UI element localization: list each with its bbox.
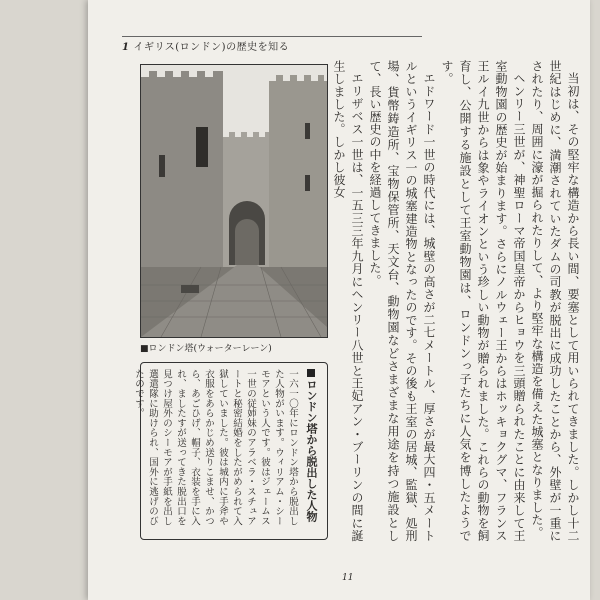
square-bullet-icon [307, 369, 315, 377]
main-text [332, 60, 582, 542]
column-title [303, 369, 319, 533]
tower-photo-image [141, 65, 327, 337]
column-title-text: ロンドン塔から脱出した人物 [305, 379, 318, 522]
paragraph: 当初は、その堅牢な構造から長い間、要塞として用いられてきました。しかし十二世紀はじめに、満潮されていたダムの司教が脱出に成功したことから、外壁が一重にされたり、周囲に濠が掘られたりして、より堅牢な構造を備えた城塞となりました。 [530, 60, 580, 542]
page-number: 11 [342, 573, 354, 583]
paragraph: ヘンリー三世が、神聖ローマ帝国皇帝からヒョウを三頭贈られたことに由来して王室動物園の歴史が始まります。さらにノルウェー王からはホッキョクグマ、フランス王ルイ九世からは象やライオンという珍しい動物が贈られました。これらの動物を飼育し、公開する施設として王室動物園は、ロンドンっ子たちに人気を博したようです。 [440, 60, 526, 542]
header-rule [122, 36, 422, 37]
paragraph: エドワード一世の時代には、城壁の高さが二七メートル、厚さが最大四・五メートルというイギリス一の城塞建造物となったのです。その後も王室の居城、監獄、処刑場、貨幣鋳造所、宝物保管所、天文台、動物園などさまざまな用途を持つ施設として、長い歴史の中を経過してきました。 [368, 60, 436, 542]
column-box [133, 362, 328, 540]
header-title: イギリス(ロンドン)の歴史を知る [133, 42, 290, 53]
column-body: 一六一〇年にロンドン塔から脱出した人物がいます。ウィリアム・シーモアという人です。彼はジェームス一世の従姉妹のアラベラ・スチュアートと秘密結婚をしたがめられて入獄していました。彼は城内に手斧や衣服をあらかじめ送りこませ、かつら、あごひげ、帽子、衣装を手に入れ、ましたすが送ってきた脱出口を見つけ屋外のシーモアが手紙を出し選遣隊に助けられ、国外に逃げのびたのです。 [133, 369, 298, 526]
book-page [88, 0, 590, 600]
tower-photo [140, 64, 328, 338]
paragraph: エリザベス一世は、一五三三年九月にヘンリー八世と王妃アン・ブーリンの間に誕生しました。しかし彼女 [332, 60, 364, 542]
column-content [133, 369, 319, 533]
chapter-mark: 1 [122, 42, 130, 53]
photo-caption: ■ロンドン塔(ウォーターレーン) [140, 344, 272, 354]
running-header [122, 38, 289, 53]
